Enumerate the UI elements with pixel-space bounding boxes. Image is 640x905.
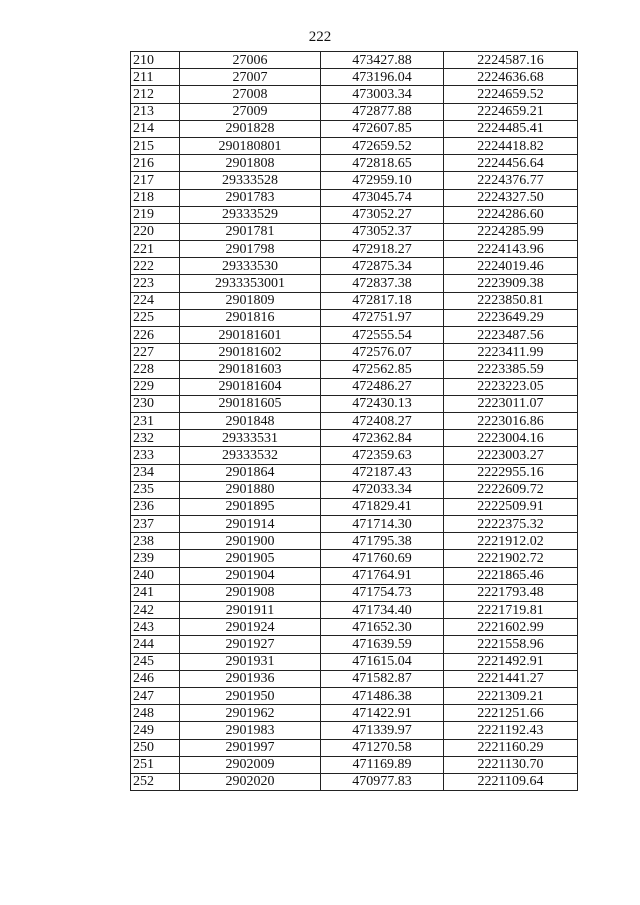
point-code-cell: 2901895 [180, 498, 321, 515]
point-code-cell: 27009 [180, 103, 321, 120]
y-coordinate-cell: 2223850.81 [444, 292, 578, 309]
table-row [131, 481, 578, 498]
x-coordinate-cell: 471339.97 [321, 722, 444, 739]
x-coordinate-cell: 471615.04 [321, 653, 444, 670]
x-coordinate-cell: 471270.58 [321, 739, 444, 756]
y-coordinate-cell: 2221492.91 [444, 653, 578, 670]
point-code-cell: 290180801 [180, 137, 321, 154]
table-row [131, 636, 578, 653]
row-number-cell: 248 [131, 705, 180, 722]
table-row [131, 223, 578, 240]
table-row [131, 292, 578, 309]
table-row [131, 516, 578, 533]
table-row [131, 120, 578, 137]
y-coordinate-cell: 2223909.38 [444, 275, 578, 292]
row-number-cell: 227 [131, 344, 180, 361]
row-number-cell: 219 [131, 206, 180, 223]
row-number-cell: 229 [131, 378, 180, 395]
point-code-cell: 2901880 [180, 481, 321, 498]
row-number-cell: 213 [131, 103, 180, 120]
y-coordinate-cell: 2221902.72 [444, 550, 578, 567]
x-coordinate-cell: 472187.43 [321, 464, 444, 481]
x-coordinate-cell: 473427.88 [321, 52, 444, 69]
table-row [131, 86, 578, 103]
table-row [131, 756, 578, 773]
point-code-cell: 2901950 [180, 687, 321, 704]
x-coordinate-cell: 470977.83 [321, 773, 444, 790]
point-code-cell: 2901904 [180, 567, 321, 584]
point-code-cell: 2901816 [180, 309, 321, 326]
point-code-cell: 29333529 [180, 206, 321, 223]
point-code-cell: 2901962 [180, 705, 321, 722]
row-number-cell: 234 [131, 464, 180, 481]
row-number-cell: 228 [131, 361, 180, 378]
point-code-cell: 2901900 [180, 533, 321, 550]
row-number-cell: 245 [131, 653, 180, 670]
row-number-cell: 235 [131, 481, 180, 498]
point-code-cell: 29333528 [180, 172, 321, 189]
table-row [131, 430, 578, 447]
x-coordinate-cell: 471734.40 [321, 602, 444, 619]
point-code-cell: 2901908 [180, 584, 321, 601]
row-number-cell: 247 [131, 687, 180, 704]
table-row [131, 155, 578, 172]
y-coordinate-cell: 2224418.82 [444, 137, 578, 154]
x-coordinate-cell: 472555.54 [321, 327, 444, 344]
row-number-cell: 221 [131, 241, 180, 258]
x-coordinate-cell: 472659.52 [321, 137, 444, 154]
row-number-cell: 215 [131, 137, 180, 154]
x-coordinate-cell: 473045.74 [321, 189, 444, 206]
y-coordinate-cell: 2221719.81 [444, 602, 578, 619]
point-code-cell: 2901997 [180, 739, 321, 756]
table-row [131, 722, 578, 739]
table-row [131, 241, 578, 258]
table-row [131, 189, 578, 206]
y-coordinate-cell: 2224456.64 [444, 155, 578, 172]
point-code-cell: 290181602 [180, 344, 321, 361]
x-coordinate-cell: 472751.97 [321, 309, 444, 326]
row-number-cell: 225 [131, 309, 180, 326]
y-coordinate-cell: 2221130.70 [444, 756, 578, 773]
y-coordinate-cell: 2223223.05 [444, 378, 578, 395]
y-coordinate-cell: 2221602.99 [444, 619, 578, 636]
table-row [131, 69, 578, 86]
x-coordinate-cell: 471169.89 [321, 756, 444, 773]
point-code-cell: 2901931 [180, 653, 321, 670]
table-row [131, 533, 578, 550]
x-coordinate-cell: 472033.34 [321, 481, 444, 498]
x-coordinate-cell: 473003.34 [321, 86, 444, 103]
table-row [131, 498, 578, 515]
x-coordinate-cell: 471486.38 [321, 687, 444, 704]
point-code-cell: 2901828 [180, 120, 321, 137]
table-row [131, 464, 578, 481]
table-row [131, 378, 578, 395]
x-coordinate-cell: 473052.37 [321, 223, 444, 240]
x-coordinate-cell: 472359.63 [321, 447, 444, 464]
point-code-cell: 2902020 [180, 773, 321, 790]
table-row [131, 361, 578, 378]
point-code-cell: 2901924 [180, 619, 321, 636]
point-code-cell: 2901927 [180, 636, 321, 653]
x-coordinate-cell: 472837.38 [321, 275, 444, 292]
row-number-cell: 214 [131, 120, 180, 137]
x-coordinate-cell: 472362.84 [321, 430, 444, 447]
point-code-cell: 290181601 [180, 327, 321, 344]
table-row [131, 773, 578, 790]
point-code-cell: 290181605 [180, 395, 321, 412]
row-number-cell: 238 [131, 533, 180, 550]
y-coordinate-cell: 2223004.16 [444, 430, 578, 447]
table-row [131, 739, 578, 756]
row-number-cell: 222 [131, 258, 180, 275]
table-row [131, 550, 578, 567]
x-coordinate-cell: 471652.30 [321, 619, 444, 636]
table-row [131, 447, 578, 464]
x-coordinate-cell: 471582.87 [321, 670, 444, 687]
table-row [131, 103, 578, 120]
y-coordinate-cell: 2221912.02 [444, 533, 578, 550]
table-row [131, 309, 578, 326]
point-code-cell: 2901809 [180, 292, 321, 309]
row-number-cell: 226 [131, 327, 180, 344]
x-coordinate-cell: 471795.38 [321, 533, 444, 550]
row-number-cell: 233 [131, 447, 180, 464]
x-coordinate-cell: 473196.04 [321, 69, 444, 86]
y-coordinate-cell: 2221251.66 [444, 705, 578, 722]
coordinates-table-body [131, 52, 578, 791]
table-row [131, 258, 578, 275]
y-coordinate-cell: 2222609.72 [444, 481, 578, 498]
table-row [131, 412, 578, 429]
y-coordinate-cell: 2224485.41 [444, 120, 578, 137]
point-code-cell: 2901848 [180, 412, 321, 429]
y-coordinate-cell: 2222955.16 [444, 464, 578, 481]
x-coordinate-cell: 472430.13 [321, 395, 444, 412]
y-coordinate-cell: 2224327.50 [444, 189, 578, 206]
table-row [131, 602, 578, 619]
row-number-cell: 210 [131, 52, 180, 69]
y-coordinate-cell: 2223649.29 [444, 309, 578, 326]
x-coordinate-cell: 473052.27 [321, 206, 444, 223]
table-row [131, 619, 578, 636]
y-coordinate-cell: 2221793.48 [444, 584, 578, 601]
row-number-cell: 243 [131, 619, 180, 636]
row-number-cell: 230 [131, 395, 180, 412]
x-coordinate-cell: 472576.07 [321, 344, 444, 361]
y-coordinate-cell: 2223385.59 [444, 361, 578, 378]
x-coordinate-cell: 471760.69 [321, 550, 444, 567]
y-coordinate-cell: 2224659.52 [444, 86, 578, 103]
point-code-cell: 2901781 [180, 223, 321, 240]
row-number-cell: 252 [131, 773, 180, 790]
point-code-cell: 29333530 [180, 258, 321, 275]
y-coordinate-cell: 2223016.86 [444, 412, 578, 429]
x-coordinate-cell: 472817.18 [321, 292, 444, 309]
point-code-cell: 2901808 [180, 155, 321, 172]
y-coordinate-cell: 2223411.99 [444, 344, 578, 361]
point-code-cell: 290181603 [180, 361, 321, 378]
row-number-cell: 241 [131, 584, 180, 601]
point-code-cell: 2933353001 [180, 275, 321, 292]
x-coordinate-cell: 472607.85 [321, 120, 444, 137]
row-number-cell: 251 [131, 756, 180, 773]
table-row [131, 344, 578, 361]
x-coordinate-cell: 472818.65 [321, 155, 444, 172]
row-number-cell: 216 [131, 155, 180, 172]
y-coordinate-cell: 2224143.96 [444, 241, 578, 258]
point-code-cell: 2901905 [180, 550, 321, 567]
x-coordinate-cell: 471764.91 [321, 567, 444, 584]
point-code-cell: 2901864 [180, 464, 321, 481]
page-number: 222 [308, 29, 332, 45]
table-row [131, 705, 578, 722]
point-code-cell: 2901983 [180, 722, 321, 739]
row-number-cell: 220 [131, 223, 180, 240]
table-row [131, 327, 578, 344]
row-number-cell: 212 [131, 86, 180, 103]
row-number-cell: 242 [131, 602, 180, 619]
x-coordinate-cell: 472918.27 [321, 241, 444, 258]
table-row [131, 206, 578, 223]
row-number-cell: 249 [131, 722, 180, 739]
y-coordinate-cell: 2224376.77 [444, 172, 578, 189]
y-coordinate-cell: 2222375.32 [444, 516, 578, 533]
y-coordinate-cell: 2224019.46 [444, 258, 578, 275]
point-code-cell: 2901783 [180, 189, 321, 206]
row-number-cell: 224 [131, 292, 180, 309]
table-row [131, 137, 578, 154]
y-coordinate-cell: 2221558.96 [444, 636, 578, 653]
row-number-cell: 218 [131, 189, 180, 206]
row-number-cell: 231 [131, 412, 180, 429]
y-coordinate-cell: 2221109.64 [444, 773, 578, 790]
x-coordinate-cell: 472408.27 [321, 412, 444, 429]
row-number-cell: 244 [131, 636, 180, 653]
point-code-cell: 290181604 [180, 378, 321, 395]
table-row [131, 395, 578, 412]
y-coordinate-cell: 2223487.56 [444, 327, 578, 344]
x-coordinate-cell: 471714.30 [321, 516, 444, 533]
table-row [131, 584, 578, 601]
x-coordinate-cell: 472875.34 [321, 258, 444, 275]
y-coordinate-cell: 2221192.43 [444, 722, 578, 739]
y-coordinate-cell: 2221160.29 [444, 739, 578, 756]
x-coordinate-cell: 472959.10 [321, 172, 444, 189]
x-coordinate-cell: 472486.27 [321, 378, 444, 395]
row-number-cell: 246 [131, 670, 180, 687]
y-coordinate-cell: 2224587.16 [444, 52, 578, 69]
y-coordinate-cell: 2221309.21 [444, 687, 578, 704]
table-row [131, 653, 578, 670]
x-coordinate-cell: 472562.85 [321, 361, 444, 378]
y-coordinate-cell: 2223003.27 [444, 447, 578, 464]
point-code-cell: 27008 [180, 86, 321, 103]
row-number-cell: 236 [131, 498, 180, 515]
table-row [131, 567, 578, 584]
y-coordinate-cell: 2223011.07 [444, 395, 578, 412]
y-coordinate-cell: 2224286.60 [444, 206, 578, 223]
x-coordinate-cell: 471422.91 [321, 705, 444, 722]
y-coordinate-cell: 2224636.68 [444, 69, 578, 86]
point-code-cell: 2901798 [180, 241, 321, 258]
y-coordinate-cell: 2221865.46 [444, 567, 578, 584]
x-coordinate-cell: 471754.73 [321, 584, 444, 601]
y-coordinate-cell: 2221441.27 [444, 670, 578, 687]
row-number-cell: 217 [131, 172, 180, 189]
point-code-cell: 2902009 [180, 756, 321, 773]
point-code-cell: 29333531 [180, 430, 321, 447]
row-number-cell: 232 [131, 430, 180, 447]
table-row [131, 172, 578, 189]
x-coordinate-cell: 472877.88 [321, 103, 444, 120]
point-code-cell: 2901914 [180, 516, 321, 533]
x-coordinate-cell: 471639.59 [321, 636, 444, 653]
point-code-cell: 29333532 [180, 447, 321, 464]
row-number-cell: 223 [131, 275, 180, 292]
point-code-cell: 2901936 [180, 670, 321, 687]
row-number-cell: 239 [131, 550, 180, 567]
table-row [131, 275, 578, 292]
row-number-cell: 237 [131, 516, 180, 533]
y-coordinate-cell: 2224285.99 [444, 223, 578, 240]
y-coordinate-cell: 2222509.91 [444, 498, 578, 515]
row-number-cell: 250 [131, 739, 180, 756]
point-code-cell: 27007 [180, 69, 321, 86]
table-row [131, 670, 578, 687]
coordinates-table [130, 51, 578, 791]
row-number-cell: 240 [131, 567, 180, 584]
table-row [131, 687, 578, 704]
x-coordinate-cell: 471829.41 [321, 498, 444, 515]
point-code-cell: 27006 [180, 52, 321, 69]
y-coordinate-cell: 2224659.21 [444, 103, 578, 120]
table-row [131, 52, 578, 69]
row-number-cell: 211 [131, 69, 180, 86]
point-code-cell: 2901911 [180, 602, 321, 619]
